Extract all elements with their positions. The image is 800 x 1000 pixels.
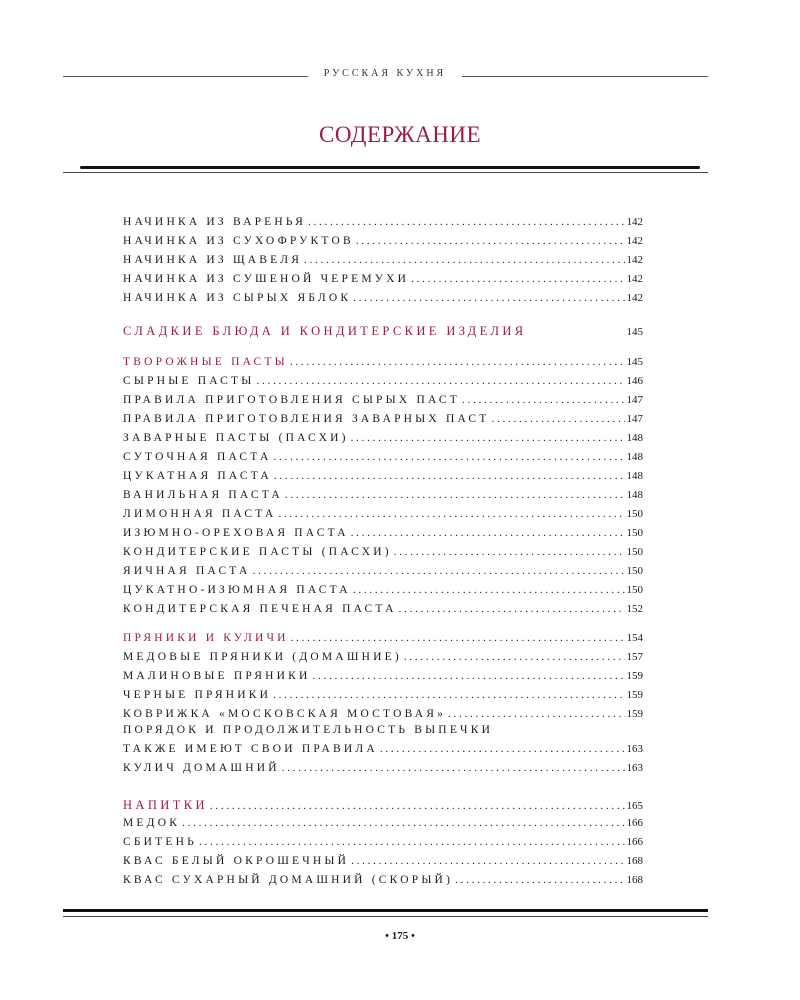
leader-dots (278, 508, 624, 520)
toc-entry-page: 168 (626, 874, 643, 886)
toc-entry-page: 142 (626, 235, 643, 247)
toc-entry-label: СУТОЧНАЯ ПАСТА (123, 451, 272, 463)
toc-entry-label: НАЧИНКА ИЗ ВАРЕНЬЯ (123, 216, 306, 228)
toc-entry[interactable] (123, 836, 643, 855)
toc-entry-page: 159 (626, 689, 643, 701)
toc-entry[interactable] (123, 508, 643, 527)
leader-dots (356, 235, 625, 247)
toc-entry[interactable] (123, 489, 643, 508)
toc-entry[interactable] (123, 603, 643, 622)
title-rule-thick (80, 166, 700, 169)
toc-entry-label: ТАКЖЕ ИМЕЮТ СВОИ ПРАВИЛА (123, 743, 378, 755)
toc-entry-label: ПОРЯДОК И ПРОДОЛЖИТЕЛЬНОСТЬ ВЫПЕЧКИ (123, 724, 494, 736)
toc-entry-label: ЧЕРНЫЕ ПРЯНИКИ (123, 689, 272, 701)
toc-entry-label: ПРАВИЛА ПРИГОТОВЛЕНИЯ ЗАВАРНЫХ ПАСТ (123, 413, 490, 425)
toc-entry[interactable] (123, 470, 643, 489)
toc-entry[interactable] (123, 546, 643, 565)
leader-dots (399, 603, 625, 615)
toc-entry[interactable] (123, 394, 643, 413)
toc-subsection-label: ПРЯНИКИ И КУЛИЧИ (123, 632, 289, 644)
toc-entry[interactable] (123, 689, 643, 708)
toc-entry-label: КВАС СУХАРНЫЙ ДОМАШНИЙ (СКОРЫЙ) (123, 874, 454, 886)
leader-dots (274, 470, 625, 482)
leader-dots (353, 584, 625, 596)
toc-entry-label: НАЧИНКА ИЗ СЫРЫХ ЯБЛОК (123, 292, 352, 304)
toc-entry-page: 148 (626, 451, 643, 463)
header-rule-right (462, 76, 708, 77)
toc-entry[interactable] (123, 432, 643, 451)
toc-entry-label: СЫРНЫЕ ПАСТЫ (123, 375, 255, 387)
leader-dots (462, 394, 625, 406)
toc-entry[interactable] (123, 855, 643, 874)
leader-dots (312, 670, 624, 682)
toc-entry-page: 152 (626, 603, 643, 615)
header-rule-left (63, 76, 308, 77)
leader-dots (290, 356, 625, 368)
toc-entry-page: 166 (626, 817, 643, 829)
leader-dots (394, 546, 625, 558)
toc-entry-page: 166 (626, 836, 643, 848)
toc-entry-page: 159 (626, 670, 643, 682)
leader-dots (291, 632, 625, 644)
toc-entry[interactable] (123, 762, 643, 781)
toc-entry[interactable] (123, 651, 643, 670)
toc-entry-page: 142 (626, 216, 643, 228)
toc-entry-label: НАЧИНКА ИЗ СУХОФРУКТОВ (123, 235, 354, 247)
toc-entry-page: 146 (626, 375, 643, 387)
toc-entry[interactable] (123, 413, 643, 432)
footer-rule-thick (63, 909, 708, 912)
page-title: СОДЕРЖАНИЕ (318, 122, 481, 147)
toc-entry-page: 150 (626, 546, 643, 558)
toc-entry-page: 150 (626, 527, 643, 539)
toc-entry-page: 157 (626, 651, 643, 663)
title-rule-thin (63, 172, 708, 173)
toc-entry[interactable] (123, 451, 643, 470)
toc-entry-page: 159 (626, 708, 643, 720)
leader-dots (492, 413, 625, 425)
leader-dots (308, 216, 625, 228)
leader-dots (273, 689, 624, 701)
toc-entry-page: 150 (626, 565, 643, 577)
toc-section-heading[interactable] (123, 324, 643, 346)
toc-section-page: 145 (626, 326, 643, 338)
toc-entry[interactable] (123, 235, 643, 254)
toc-entry[interactable] (123, 292, 643, 311)
leader-dots (411, 273, 624, 285)
leader-dots (353, 292, 624, 304)
toc-entry-page: 163 (626, 762, 643, 774)
leader-dots (210, 800, 625, 812)
toc-entry-page: 147 (626, 413, 643, 425)
toc-entry-label: КУЛИЧ ДОМАШНИЙ (123, 762, 280, 774)
toc-entry-page: 148 (626, 432, 643, 444)
toc-entry-label: КОВРИЖКА «МОСКОВСКАЯ МОСТОВАЯ» (123, 708, 447, 720)
toc-entry[interactable] (123, 724, 643, 743)
toc-subsection[interactable] (123, 356, 643, 375)
toc-entry-label: МЕДОК (123, 817, 181, 829)
leader-dots (351, 527, 625, 539)
toc-entry-label: ЯИЧНАЯ ПАСТА (123, 565, 251, 577)
leader-dots (304, 254, 624, 266)
toc-entry-page: 142 (626, 254, 643, 266)
leader-dots (285, 489, 625, 501)
toc-entry[interactable] (123, 375, 643, 394)
toc-entry-page: 168 (626, 855, 643, 867)
footer-rule-thin (63, 916, 708, 917)
toc-entry-page: 150 (626, 508, 643, 520)
toc-section-page: 165 (626, 800, 643, 812)
toc-entry[interactable] (123, 527, 643, 546)
toc-subsection[interactable] (123, 632, 643, 651)
toc-entry-page: 163 (626, 743, 643, 755)
toc-entry-label: ЗАВАРНЫЕ ПАСТЫ (ПАСХИ) (123, 432, 349, 444)
leader-dots (199, 836, 625, 848)
leader-dots (257, 375, 625, 387)
toc-entry[interactable] (123, 254, 643, 273)
toc-entry-label: КВАС БЕЛЫЙ ОКРОШЕЧНЫЙ (123, 855, 350, 867)
toc-entry-label: ИЗЮМНО-ОРЕХОВАЯ ПАСТА (123, 527, 349, 539)
leader-dots (455, 874, 624, 886)
toc-entry[interactable] (123, 216, 643, 235)
leader-dots (404, 651, 625, 663)
toc-entry-page: 148 (626, 489, 643, 501)
toc-entry-label: НАЧИНКА ИЗ СУШЕНОЙ ЧЕРЕМУХИ (123, 273, 410, 285)
leader-dots (380, 743, 625, 755)
toc-entry-label: ВАНИЛЬНАЯ ПАСТА (123, 489, 283, 501)
leader-dots (252, 565, 624, 577)
leader-dots (351, 855, 624, 867)
running-head: РУССКАЯ КУХНЯ (323, 68, 447, 79)
toc-entry-label: МАЛИНОВЫЕ ПРЯНИКИ (123, 670, 311, 682)
toc-entry-label: ЦУКАТНАЯ ПАСТА (123, 470, 272, 482)
toc-entry[interactable] (123, 670, 643, 689)
leader-dots (351, 432, 625, 444)
toc-entry[interactable] (123, 565, 643, 584)
toc-entry-label: КОНДИТЕРСКАЯ ПЕЧЕНАЯ ПАСТА (123, 603, 397, 615)
toc-entry-label: НАЧИНКА ИЗ ЩАВЕЛЯ (123, 254, 303, 266)
toc-entry-label: ЛИМОННАЯ ПАСТА (123, 508, 277, 520)
toc-entry[interactable] (123, 584, 643, 603)
leader-dots (273, 451, 624, 463)
toc-entry[interactable] (123, 273, 643, 292)
toc-entry-page: 142 (626, 292, 643, 304)
toc-entry-page: 147 (626, 394, 643, 406)
toc-entry-label: ПРАВИЛА ПРИГОТОВЛЕНИЯ СЫРЫХ ПАСТ (123, 394, 460, 406)
toc-entry-page: 154 (626, 632, 643, 644)
toc-entry-page: 150 (626, 584, 643, 596)
toc-entry-page: 142 (626, 273, 643, 285)
toc-section-label: НАПИТКИ (123, 798, 208, 812)
toc-subsection-label: ТВОРОЖНЫЕ ПАСТЫ (123, 356, 288, 368)
toc-section-heading[interactable] (123, 798, 643, 817)
toc-entry-label: ЦУКАТНО-ИЗЮМНАЯ ПАСТА (123, 584, 351, 596)
toc-entry-page: 145 (626, 356, 643, 368)
toc-entry[interactable] (123, 743, 643, 762)
toc-entry-label: МЕДОВЫЕ ПРЯНИКИ (ДОМАШНИЕ) (123, 651, 402, 663)
leader-dots (182, 817, 624, 829)
toc-entry[interactable] (123, 817, 643, 836)
toc-entry[interactable] (123, 874, 643, 893)
page-number: • 175 • (385, 930, 415, 942)
leader-dots (448, 708, 624, 720)
toc-entry[interactable] (123, 708, 643, 724)
leader-dots (282, 762, 625, 774)
toc-section-label: СЛАДКИЕ БЛЮДА И КОНДИТЕРСКИЕ ИЗДЕЛИЯ (123, 324, 527, 338)
toc-entry-label: СБИТЕНЬ (123, 836, 197, 848)
toc-entry-label: КОНДИТЕРСКИЕ ПАСТЫ (ПАСХИ) (123, 546, 392, 558)
table-of-contents (123, 216, 643, 893)
toc-entry-page: 148 (626, 470, 643, 482)
